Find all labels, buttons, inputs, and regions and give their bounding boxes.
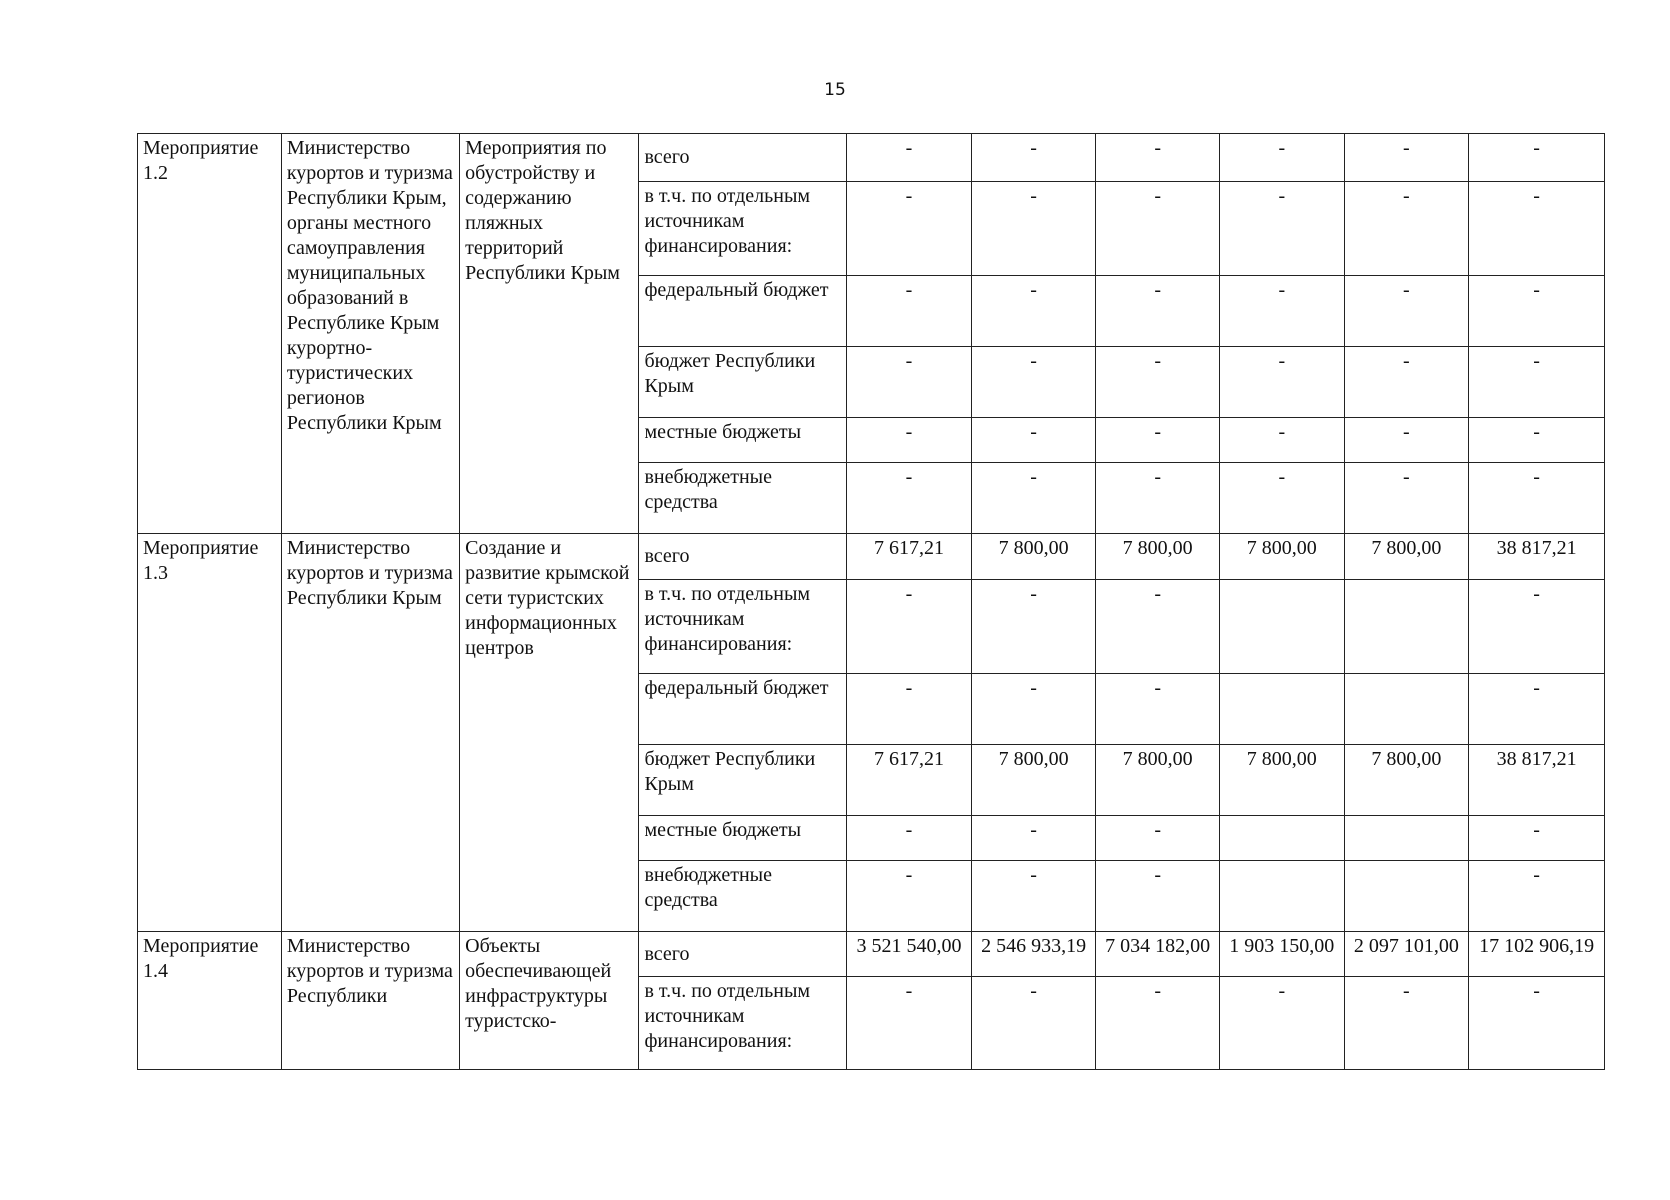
event-cell: Мероприятие 1.4 bbox=[138, 932, 282, 1070]
funding-source-cell: федеральный бюджет bbox=[639, 674, 847, 745]
amount-cell: - bbox=[1469, 463, 1605, 534]
measure-name-cell: Создание и развитие крымской сети туристских информационных центров bbox=[460, 534, 639, 932]
amount-cell bbox=[1344, 816, 1469, 861]
amount-cell: 2 097 101,00 bbox=[1344, 932, 1469, 977]
amount-cell: - bbox=[971, 182, 1096, 276]
funding-source-cell: всего bbox=[639, 932, 847, 977]
amount-cell: - bbox=[1096, 580, 1220, 674]
amount-cell: - bbox=[847, 580, 972, 674]
amount-cell: - bbox=[1219, 977, 1344, 1070]
amount-cell: - bbox=[971, 347, 1096, 418]
amount-cell: - bbox=[1469, 674, 1605, 745]
amount-cell: - bbox=[847, 276, 972, 347]
amount-cell: 7 800,00 bbox=[1096, 534, 1220, 580]
amount-cell bbox=[1344, 674, 1469, 745]
amount-cell: - bbox=[847, 182, 972, 276]
amount-cell: 7 800,00 bbox=[1344, 745, 1469, 816]
amount-cell: - bbox=[1344, 134, 1469, 182]
amount-cell: - bbox=[1344, 276, 1469, 347]
amount-cell: - bbox=[971, 463, 1096, 534]
amount-cell: - bbox=[971, 861, 1096, 932]
amount-cell bbox=[1219, 580, 1344, 674]
amount-cell: - bbox=[1219, 182, 1344, 276]
funding-source-cell: в т.ч. по отдельным источникам финансирования: bbox=[639, 182, 847, 276]
amount-cell: - bbox=[1096, 816, 1220, 861]
amount-cell: - bbox=[1469, 861, 1605, 932]
funding-source-cell: бюджет Республики Крым bbox=[639, 347, 847, 418]
amount-cell bbox=[1219, 861, 1344, 932]
amount-cell: 7 800,00 bbox=[971, 534, 1096, 580]
amount-cell: - bbox=[1469, 182, 1605, 276]
amount-cell: 2 546 933,19 bbox=[971, 932, 1096, 977]
amount-cell bbox=[1219, 816, 1344, 861]
funding-source-cell: внебюджетные средства bbox=[639, 463, 847, 534]
amount-cell: - bbox=[847, 347, 972, 418]
amount-cell: 7 617,21 bbox=[847, 745, 972, 816]
executor-cell: Министерство курортов и туризма Республики Крым bbox=[281, 534, 459, 932]
funding-source-cell: в т.ч. по отдельным источникам финансирования: bbox=[639, 977, 847, 1070]
table-row bbox=[138, 932, 1605, 977]
amount-cell: - bbox=[1469, 276, 1605, 347]
amount-cell: 7 800,00 bbox=[1344, 534, 1469, 580]
amount-cell: - bbox=[1096, 463, 1220, 534]
funding-source-cell: внебюджетные средства bbox=[639, 861, 847, 932]
amount-cell: - bbox=[971, 134, 1096, 182]
amount-cell: - bbox=[847, 134, 972, 182]
amount-cell: - bbox=[1219, 134, 1344, 182]
amount-cell: - bbox=[1219, 276, 1344, 347]
amount-cell: - bbox=[971, 276, 1096, 347]
amount-cell: - bbox=[1096, 182, 1220, 276]
amount-cell: - bbox=[847, 861, 972, 932]
funding-source-cell: всего bbox=[639, 134, 847, 182]
amount-cell: - bbox=[1469, 580, 1605, 674]
amount-cell: - bbox=[1219, 418, 1344, 463]
funding-source-cell: бюджет Республики Крым bbox=[639, 745, 847, 816]
amount-cell: - bbox=[1219, 463, 1344, 534]
amount-cell bbox=[1344, 580, 1469, 674]
page-number: 15 bbox=[824, 80, 846, 100]
funding-source-cell: в т.ч. по отдельным источникам финансирования: bbox=[639, 580, 847, 674]
amount-cell: 7 800,00 bbox=[1219, 534, 1344, 580]
amount-cell: - bbox=[971, 580, 1096, 674]
executor-cell: Министерство курортов и туризма Республики bbox=[281, 932, 459, 1070]
amount-cell: 38 817,21 bbox=[1469, 534, 1605, 580]
amount-cell: - bbox=[1096, 674, 1220, 745]
amount-cell: - bbox=[1096, 276, 1220, 347]
funding-source-cell: местные бюджеты bbox=[639, 816, 847, 861]
amount-cell: - bbox=[1096, 418, 1220, 463]
funding-source-cell: всего bbox=[639, 534, 847, 580]
funding-source-cell: местные бюджеты bbox=[639, 418, 847, 463]
amount-cell bbox=[1219, 674, 1344, 745]
amount-cell: 17 102 906,19 bbox=[1469, 932, 1605, 977]
measure-name-cell: Объекты обеспечивающей инфраструктуры туристско- bbox=[460, 932, 639, 1070]
amount-cell: - bbox=[847, 977, 972, 1070]
amount-cell: - bbox=[1344, 182, 1469, 276]
amount-cell: 38 817,21 bbox=[1469, 745, 1605, 816]
amount-cell: - bbox=[847, 674, 972, 745]
amount-cell: - bbox=[1344, 347, 1469, 418]
amount-cell: 7 800,00 bbox=[971, 745, 1096, 816]
amount-cell: - bbox=[1096, 977, 1220, 1070]
amount-cell: - bbox=[847, 816, 972, 861]
amount-cell: - bbox=[1219, 347, 1344, 418]
amount-cell: - bbox=[971, 674, 1096, 745]
table-row bbox=[138, 134, 1605, 182]
amount-cell: - bbox=[1096, 347, 1220, 418]
measure-name-cell: Мероприятия по обустройству и содержанию пляжных территорий Республики Крым bbox=[460, 134, 639, 534]
amount-cell: - bbox=[847, 463, 972, 534]
amount-cell: 7 800,00 bbox=[1219, 745, 1344, 816]
event-cell: Мероприятие 1.2 bbox=[138, 134, 282, 534]
amount-cell: - bbox=[1096, 134, 1220, 182]
amount-cell: 1 903 150,00 bbox=[1219, 932, 1344, 977]
amount-cell: - bbox=[1469, 418, 1605, 463]
amount-cell: - bbox=[971, 816, 1096, 861]
amount-cell bbox=[1344, 861, 1469, 932]
financing-table bbox=[137, 133, 1605, 1070]
amount-cell: 7 034 182,00 bbox=[1096, 932, 1220, 977]
amount-cell: - bbox=[847, 418, 972, 463]
funding-source-cell: федеральный бюджет bbox=[639, 276, 847, 347]
amount-cell: - bbox=[1096, 861, 1220, 932]
event-cell: Мероприятие 1.3 bbox=[138, 534, 282, 932]
amount-cell: 7 617,21 bbox=[847, 534, 972, 580]
amount-cell: 3 521 540,00 bbox=[847, 932, 972, 977]
amount-cell: - bbox=[1344, 418, 1469, 463]
amount-cell: 7 800,00 bbox=[1096, 745, 1220, 816]
amount-cell: - bbox=[971, 418, 1096, 463]
amount-cell: - bbox=[1469, 977, 1605, 1070]
amount-cell: - bbox=[1344, 463, 1469, 534]
amount-cell: - bbox=[1469, 134, 1605, 182]
table-row bbox=[138, 534, 1605, 580]
amount-cell: - bbox=[1469, 347, 1605, 418]
executor-cell: Министерство курортов и туризма Республики Крым, органы местного самоуправления муниципальных образований в Республике Крым курортно-туристических регионов Республики Крым bbox=[281, 134, 459, 534]
amount-cell: - bbox=[971, 977, 1096, 1070]
amount-cell: - bbox=[1469, 816, 1605, 861]
amount-cell: - bbox=[1344, 977, 1469, 1070]
